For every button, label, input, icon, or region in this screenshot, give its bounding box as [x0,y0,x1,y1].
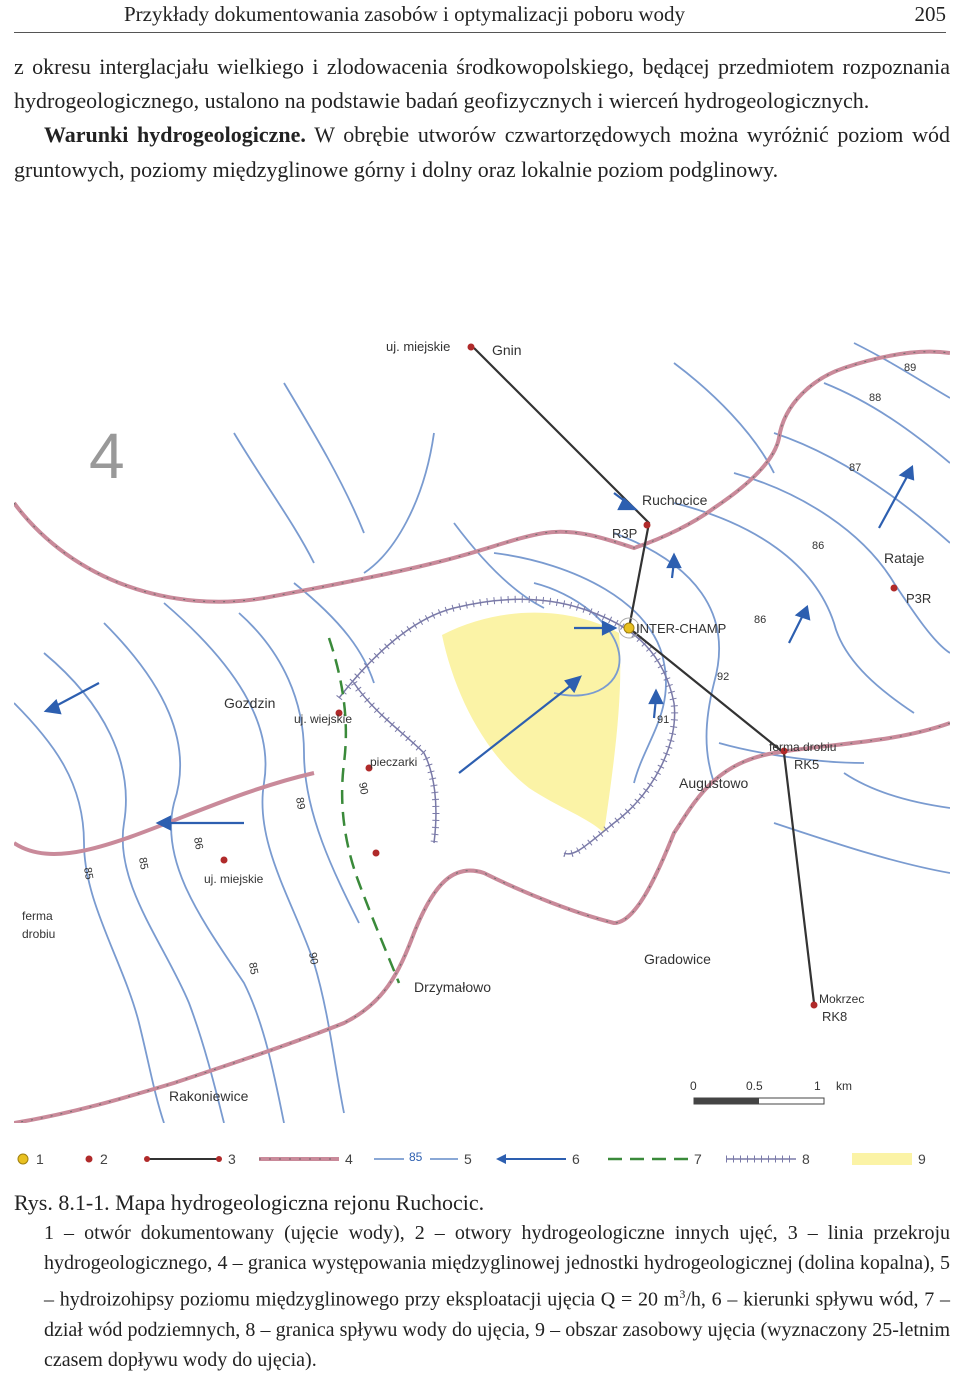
caption-title: Rys. 8.1-1. Mapa hydrogeologiczna rejonu Ruchocic. [14,1190,485,1215]
legend-number: 1 [36,1151,44,1167]
legend-number: 6 [572,1151,580,1167]
caption-body-sup: 3 [679,1286,686,1301]
running-header [14,0,946,33]
label-ferma-left-2: drobiu [22,927,56,941]
legend-section-line-icon [144,1152,222,1166]
label-pieczarki: pieczarki [370,755,418,769]
other-well [891,585,898,592]
page-number: 205 [914,2,946,26]
label-augustowo: Augustowo [679,775,749,791]
label-inter-champ: INTER-CHAMP [636,621,727,636]
legend-number: 4 [345,1151,353,1167]
map-legend [14,1145,950,1179]
legend-item-9 [852,1151,926,1167]
isohypse-label: 85 [246,961,260,976]
label-rk8: RK8 [822,1009,848,1024]
scale-unit: km [836,1079,852,1093]
other-well [644,522,651,529]
legend-number: 9 [918,1151,926,1167]
running-title: Przykłady dokumentowania zasobów i optymalizacji poboru wody [124,2,686,26]
legend-number: 8 [802,1151,810,1167]
label-uj-miejskie-left: uj. miejskie [204,872,264,886]
documented-well [624,623,634,633]
label-symbol-4: 4 [89,420,125,492]
isohypse-label: 86 [812,540,825,552]
isohypse-label: 91 [657,714,670,726]
isohypse-label: 89 [293,796,307,811]
caption-body [44,1218,950,1376]
label-ruchocice: Ruchocice [642,492,708,508]
isohypse-label: 88 [869,392,882,404]
label-uj-miejskie-top: uj. miejskie [386,339,451,354]
legend-number: 7 [694,1151,702,1167]
legend-yellow-dot-icon [16,1152,30,1166]
hydrogeological-map [14,323,950,1123]
other-well [811,1002,818,1009]
caption-body-part1: 1 – otwór dokumentowany (ujęcie wody), 2 – otwory hydrogeologiczne innych ujęć, 3 – linia przekroju hydrogeologicznego, 4 – granica występowania międzyglinowej jednostki hydrogeologicznej (dolina kopalna), 5 – hydroizohipsy poziomu międzyglinowego przy eksploatacji ujęcia Q = 20 m [44,1222,950,1311]
label-rk5: RK5 [794,757,820,772]
label-ferma-drobiu-right: ferma drobiu [769,740,837,754]
legend-red-dot-icon [84,1152,94,1166]
label-r3p: R3P [612,526,638,541]
legend-item-3 [144,1151,236,1167]
legend-number: 3 [228,1151,236,1167]
label-rataje: Rataje [884,550,925,566]
legend-resource-area-icon [852,1152,912,1166]
label-drzymalowo: Drzymałowo [414,979,492,995]
label-uj-wiejskie: uj. wiejskie [294,712,353,726]
legend-capture-boundary-icon [726,1152,796,1166]
other-well [373,850,380,857]
other-well [468,344,475,351]
label-rakoniewice: Rakoniewice [169,1088,249,1104]
legend-number: 5 [464,1151,472,1167]
isohypse-label: 92 [717,671,730,683]
legend-item-8 [726,1151,810,1167]
legend-flow-arrow-icon [496,1152,566,1166]
legend-valley-boundary-icon [259,1152,339,1166]
isohypse-label: 89 [904,362,917,374]
scale-tick-0: 0 [690,1079,697,1093]
paragraph-2-text: W obrębie utworów czwartorzędowych można wyróżnić poziom wód gruntowych, poziomy międzyglinowe górny i dolny oraz lokalnie poziom podglinowy. [14,122,950,182]
legend-number: 2 [100,1151,108,1167]
legend-item-6 [496,1151,580,1167]
other-well [221,857,228,864]
caption-body-part2: /h, 6 – kierunki spływu wód, 7 – dział wód podziemnych, 8 – granica spływu wody do ujęcia, 9 – obszar zasobowy ujęcia (wyznaczony 25-letnim czasem dopływu wody do ujęcia). [44,1288,950,1372]
isohypse-label: 85 [81,866,95,881]
legend-item-4 [259,1151,353,1167]
isohypse-label: 90 [306,951,320,966]
isohypse-label: 85 [136,856,150,871]
label-ferma-left-1: ferma [22,909,53,923]
label-gradowice: Gradowice [644,951,711,967]
scale-bar-segment [694,1098,759,1104]
legend-item-5 [374,1151,472,1167]
paragraph-1: z okresu interglacjału wielkiego i zlodowacenia środkowopolskiego, będącej przedmiotem rozpoznania hydrogeologicznego, ustalono na podstawie badań geofizycznych i wierceń hydrogeologicznych. [14,54,950,114]
label-p3r: P3R [906,591,932,606]
label-mokrzec: Mokrzec [819,992,865,1006]
isohypse-label: 90 [356,781,370,796]
legend-isohypse-sample: 85 [409,1150,423,1164]
figure-caption [14,1188,950,1376]
legend-item-1 [16,1151,44,1167]
body-text [14,50,950,187]
label-gnin: Gnin [492,342,522,358]
paragraph-2 [14,118,950,186]
isohypse-label: 86 [754,614,767,626]
legend-item-2 [84,1151,108,1167]
isohypse-label: 86 [191,836,205,851]
legend-item-7 [608,1151,702,1167]
scale-tick-1: 1 [814,1079,821,1093]
isohypse-label: 87 [849,462,862,474]
scale-tick-05: 0.5 [746,1079,763,1093]
paragraph-2-heading: Warunki hydrogeologiczne. [44,122,306,148]
legend-water-divide-icon [608,1152,688,1166]
label-gozdzin: Gozdzin [224,695,276,711]
